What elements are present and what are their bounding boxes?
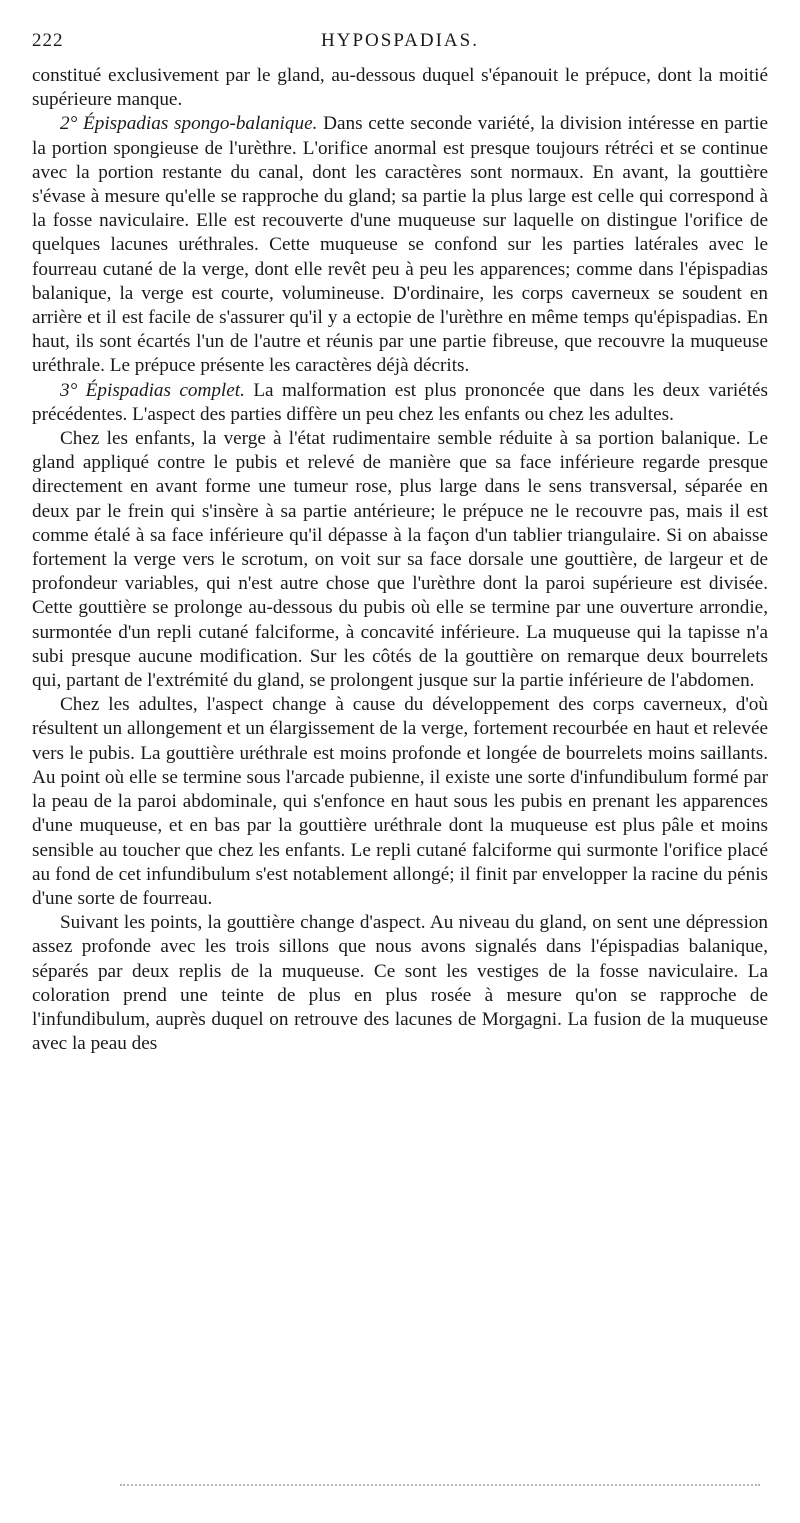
paragraph-chez-les-enfants [32, 427, 768, 693]
running-head [32, 30, 768, 60]
paragraph-epispadias-complet [32, 379, 768, 427]
paragraph-text: constitué exclusivement par le gland, au-dessous duquel s'épanouit le prépuce, dont la moitié supérieure manque. [32, 65, 768, 111]
paragraph-text: Chez les adultes, l'aspect change à cause du développement des corps caverneux, d'où résultent un allongement et un élargissement de la verge, fortement recourbée en haut et relevée vers le pubis. La gouttière uréthrale est moins profonde et longée de bourrelets moins saillants. Au point où elle se termine sous l'arcade pubienne, il existe une sorte d'infundibulum formé par la peau de la paroi abdominale, qui s'enfonce en haut sous les pubis en prenant les apparences d'une muqueuse, et en bas par la gouttière uréthrale dont la muqueuse est plus pâle et moins sensible au toucher que chez les enfants. Le repli cutané falciforme qui surmonte l'orifice placé au fond de cet infundibulum s'est notablement allongé; il finit par envelopper la racine du pénis d'une sorte de fourreau. [32, 694, 768, 909]
page-number: 222 [32, 30, 64, 51]
paragraph-continuation [32, 64, 768, 112]
paragraph-suivant-les-points [32, 911, 768, 1056]
paragraph-text: Chez les enfants, la verge à l'état rudimentaire semble réduite à sa portion balanique. Le gland appliqué contre le pubis et relevé de manière que sa face inférieure regarde presque directement en avant forme une tumeur rose, plus large dans le sens transversal, séparée en deux par le frein qui s'insère à sa partie antérieure; le prépuce ne le recouvre pas, mais il est comme étalé à sa face inférieure qu'il dépasse à la façon d'un tablier triangulaire. Si on abaisse fortement la verge vers le scrotum, on voit sur sa face dorsale une gouttière, de largeur et de profondeur variables, qui n'est autre chose que l'urèthre dont la paroi supérieure est divisée. Cette gouttière se prolonge au-dessous du pubis où elle se termine par une ouverture arrondie, surmontée d'un repli cutané falciforme, à concavité inférieure. La muqueuse qui la tapisse n'a subi presque aucune modification. Sur les côtés de la gouttière on remarque deux bourrelets qui, partant de l'extrémité du gland, se prolongent jusque sur la partie inférieure de l'abdomen. [32, 428, 768, 692]
section-lead-spongo-balanique: 2° Épispadias spongo-balanique. [60, 113, 318, 135]
paragraph-text: Suivant les points, la gouttière change d'aspect. Au niveau du gland, on sent une dépression assez profonde avec les trois sillons que nous avons signalés dans l'épispadias balanique, séparés par deux replis de la muqueuse. Ce sont les vestiges de la fosse naviculaire. La coloration prend une teinte de plus en plus rosée à mesure qu'on se rapproche de l'infundibulum, auprès duquel on retrouve des lacunes de Morgagni. La fusion de la muqueuse avec la peau des [32, 912, 768, 1055]
paragraph-spongo-balanique [32, 112, 768, 378]
section-lead-epispadias-complet: 3° Épispadias complet. [60, 379, 245, 401]
footer-dotted-rule [120, 1484, 760, 1486]
paragraph-text: Dans cette seconde variété, la division intéresse en partie la portion spongieuse de l'urèthre. L'orifice anormal est presque toujours rétréci et se continue avec la portion restante du canal, dont les caractères sont normaux. En avant, la gouttière s'évase à mesure qu'elle se rapproche du gland; sa partie la plus large est celle qui correspond à la fosse naviculaire. Elle est recouverte d'une muqueuse sur laquelle on distingue l'orifice de quelques lacunes uréthrales. Cette muqueuse se confond sur les parties latérales avec le fourreau cutané de la verge, dont elle revêt peu à peu les apparences; comme dans l'épispadias balanique, la verge est courte, volumineuse. D'ordinaire, les corps caverneux se soudent en arrière et il est facile de s'assurer qu'il y a ectopie de l'urèthre en même temps qu'épispadias. En haut, ils sont écartés l'un de l'autre et réunis par une partie fibreuse, que recouvre la muqueuse uréthrale. Le prépuce présente les caractères déjà décrits. [32, 113, 769, 377]
running-title: HYPOSPADIAS. [321, 30, 479, 51]
paragraph-chez-les-adultes [32, 693, 768, 911]
body-text [32, 64, 768, 1056]
paragraph-text: La malformation est plus prononcée que dans les deux variétés précédentes. L'aspect des parties diffère un peu chez les enfants ou chez les adultes. [32, 379, 768, 425]
